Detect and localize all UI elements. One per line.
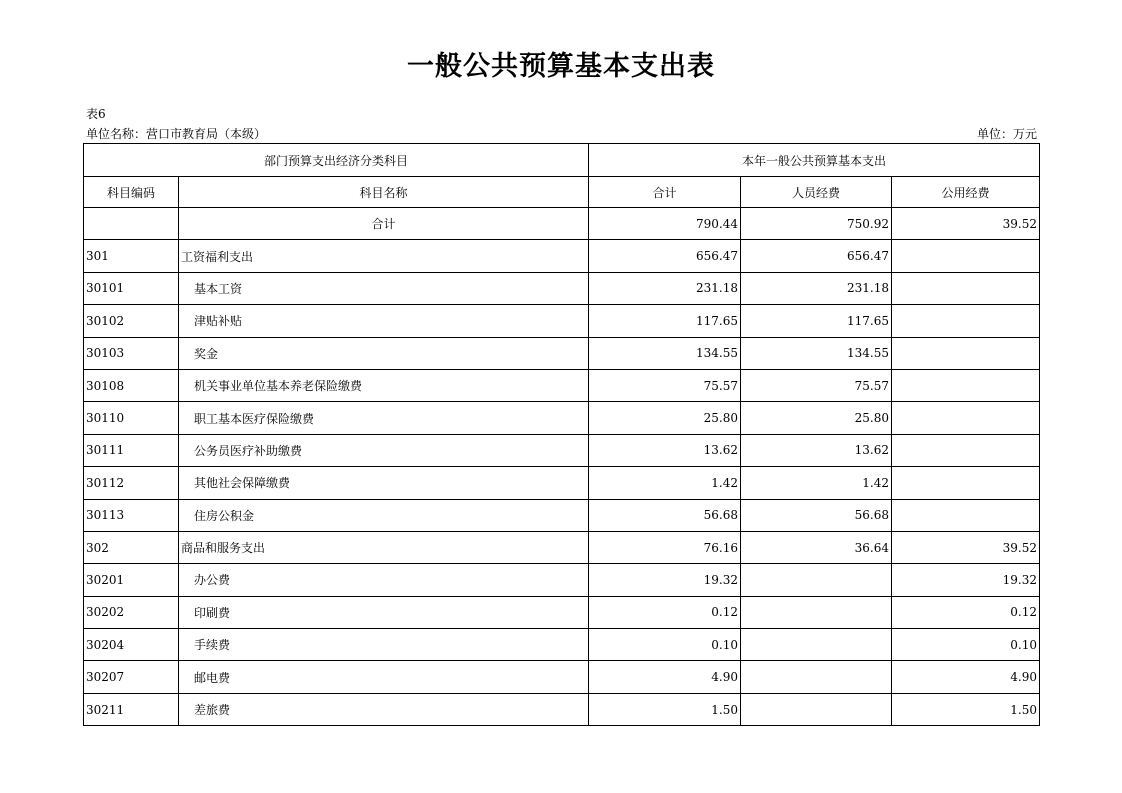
subject-code-cell: 30201 (84, 564, 179, 596)
budget-table (83, 143, 1040, 726)
subject-code-cell: 30204 (84, 629, 179, 661)
personnel-cost-cell: 36.64 (741, 531, 892, 563)
total-sum: 790.44 (589, 208, 741, 240)
header-subject-name: 科目名称 (179, 177, 589, 208)
personnel-cost-cell (741, 693, 892, 725)
subject-code-cell: 30103 (84, 337, 179, 369)
personnel-cost-cell (741, 596, 892, 628)
subject-name-cell: 办公费 (179, 564, 589, 596)
total-row (84, 208, 1040, 240)
table-row (84, 305, 1040, 337)
public-cost-cell (892, 337, 1040, 369)
subject-name-cell: 机关事业单位基本养老保险缴费 (179, 369, 589, 401)
public-cost-cell (892, 305, 1040, 337)
subject-name-cell: 差旅费 (179, 693, 589, 725)
header-group-basic-expenditure: 本年一般公共预算基本支出 (589, 144, 1040, 177)
table-row (84, 369, 1040, 401)
header-group-row (84, 144, 1040, 177)
table-row (84, 564, 1040, 596)
subject-name-cell: 住房公积金 (179, 499, 589, 531)
total-cell: 4.90 (589, 661, 741, 693)
subject-code-cell: 30101 (84, 272, 179, 304)
personnel-cost-cell: 25.80 (741, 402, 892, 434)
table-row (84, 531, 1040, 563)
public-cost-cell (892, 434, 1040, 466)
subject-code-cell: 30110 (84, 402, 179, 434)
total-cell: 117.65 (589, 305, 741, 337)
subject-code-cell: 30207 (84, 661, 179, 693)
total-cell: 0.12 (589, 596, 741, 628)
table-number: 表6 (86, 107, 106, 121)
subject-name-cell: 手续费 (179, 629, 589, 661)
total-cell: 656.47 (589, 240, 741, 272)
personnel-cost-cell: 656.47 (741, 240, 892, 272)
personnel-cost-cell (741, 564, 892, 596)
total-cell: 231.18 (589, 272, 741, 304)
personnel-cost-cell: 75.57 (741, 369, 892, 401)
table-row (84, 596, 1040, 628)
subject-code-cell: 302 (84, 531, 179, 563)
public-cost-cell: 0.12 (892, 596, 1040, 628)
subject-code-cell: 30112 (84, 467, 179, 499)
public-cost-cell (892, 499, 1040, 531)
public-cost-cell (892, 272, 1040, 304)
total-cell: 56.68 (589, 499, 741, 531)
subject-name-cell: 商品和服务支出 (179, 531, 589, 563)
subject-name-cell: 其他社会保障缴费 (179, 467, 589, 499)
subject-code-cell: 30202 (84, 596, 179, 628)
total-public: 39.52 (892, 208, 1040, 240)
public-cost-cell (892, 240, 1040, 272)
total-cell: 1.50 (589, 693, 741, 725)
subject-code-cell: 301 (84, 240, 179, 272)
table-row (84, 272, 1040, 304)
subject-code-cell: 30113 (84, 499, 179, 531)
subject-code-cell: 30108 (84, 369, 179, 401)
total-cell: 1.42 (589, 467, 741, 499)
subject-name-cell: 工资福利支出 (179, 240, 589, 272)
public-cost-cell (892, 467, 1040, 499)
personnel-cost-cell: 1.42 (741, 467, 892, 499)
subject-name-cell: 奖金 (179, 337, 589, 369)
header-total: 合计 (589, 177, 741, 208)
total-cell: 0.10 (589, 629, 741, 661)
public-cost-cell: 39.52 (892, 531, 1040, 563)
personnel-cost-cell: 134.55 (741, 337, 892, 369)
subject-name-cell: 公务员医疗补助缴费 (179, 434, 589, 466)
public-cost-cell: 0.10 (892, 629, 1040, 661)
total-cell: 76.16 (589, 531, 741, 563)
table-row (84, 693, 1040, 725)
public-cost-cell: 19.32 (892, 564, 1040, 596)
subject-name-cell: 津贴补贴 (179, 305, 589, 337)
personnel-cost-cell: 13.62 (741, 434, 892, 466)
total-cell: 75.57 (589, 369, 741, 401)
subject-name-cell: 职工基本医疗保险缴费 (179, 402, 589, 434)
total-code (84, 208, 179, 240)
table-row (84, 467, 1040, 499)
public-cost-cell (892, 369, 1040, 401)
table-row (84, 629, 1040, 661)
header-subject-code: 科目编码 (84, 177, 179, 208)
personnel-cost-cell: 56.68 (741, 499, 892, 531)
personnel-cost-cell (741, 629, 892, 661)
personnel-cost-cell: 117.65 (741, 305, 892, 337)
subject-code-cell: 30111 (84, 434, 179, 466)
public-cost-cell: 1.50 (892, 693, 1040, 725)
header-personnel-cost: 人员经费 (741, 177, 892, 208)
total-name: 合计 (179, 208, 589, 240)
header-public-cost: 公用经费 (892, 177, 1040, 208)
table-row (84, 337, 1040, 369)
table-row (84, 434, 1040, 466)
unit-label: 单位：万元 (976, 127, 1037, 141)
subject-name-cell: 印刷费 (179, 596, 589, 628)
subject-code-cell: 30102 (84, 305, 179, 337)
table-row (84, 402, 1040, 434)
subject-code-cell: 30211 (84, 693, 179, 725)
page-title: 一般公共预算基本支出表 (407, 51, 715, 82)
total-cell: 134.55 (589, 337, 741, 369)
personnel-cost-cell (741, 661, 892, 693)
total-personnel: 750.92 (741, 208, 892, 240)
total-cell: 25.80 (589, 402, 741, 434)
public-cost-cell (892, 402, 1040, 434)
table-row (84, 661, 1040, 693)
public-cost-cell: 4.90 (892, 661, 1040, 693)
header-column-row (84, 177, 1040, 208)
unit-name: 单位名称：营口市教育局（本级） (86, 127, 267, 141)
total-cell: 19.32 (589, 564, 741, 596)
table-row (84, 240, 1040, 272)
personnel-cost-cell: 231.18 (741, 272, 892, 304)
header-group-classification: 部门预算支出经济分类科目 (84, 144, 589, 177)
total-cell: 13.62 (589, 434, 741, 466)
table-row (84, 499, 1040, 531)
subject-name-cell: 基本工资 (179, 272, 589, 304)
subject-name-cell: 邮电费 (179, 661, 589, 693)
